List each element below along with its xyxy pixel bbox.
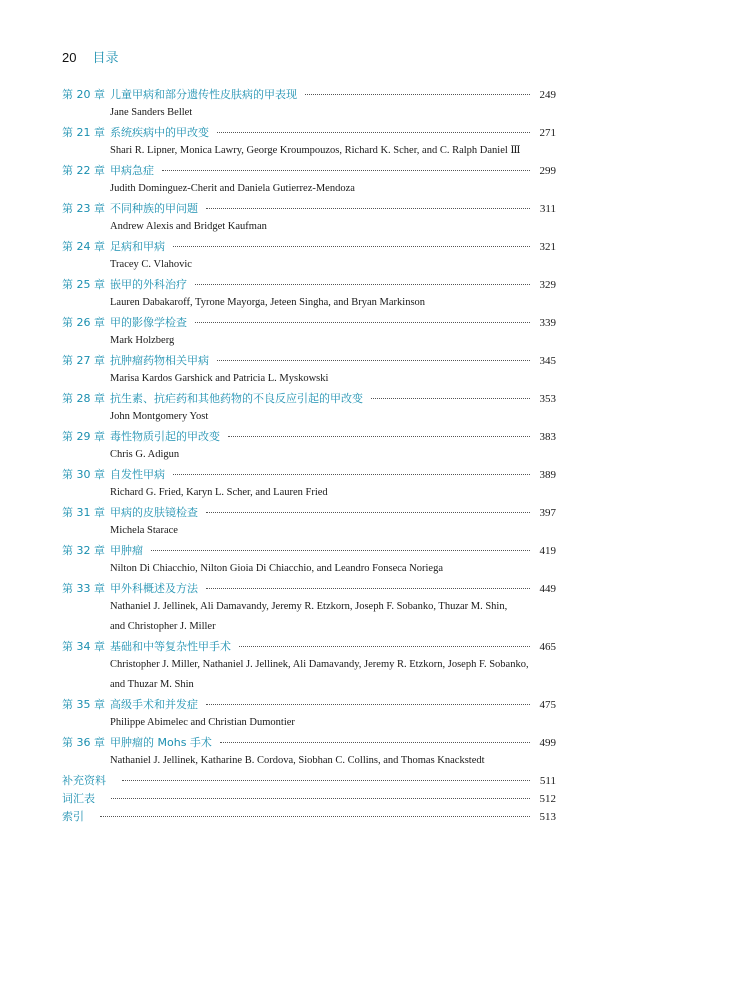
chapter-authors: Lauren Dabakaroff, Tyrone Mayorga, Jeteen Singha, and Bryan Markinson bbox=[110, 297, 426, 308]
chapter-label: 第 29 章 bbox=[62, 430, 105, 443]
table-of-contents bbox=[62, 86, 556, 826]
chapter-label: 第 21 章 bbox=[62, 126, 105, 139]
chapter-page-number: 321 bbox=[539, 241, 556, 253]
chapter-authors: Marisa Kardos Garshick and Patricia L. Myskowski bbox=[110, 373, 329, 384]
toc-chapter-row[interactable] bbox=[62, 466, 556, 484]
chapter-page-number: 271 bbox=[539, 127, 556, 139]
toc-chapter-entry[interactable] bbox=[62, 638, 556, 694]
chapter-label: 第 24 章 bbox=[62, 240, 105, 253]
chapter-page-number: 345 bbox=[539, 355, 556, 367]
chapter-label: 第 30 章 bbox=[62, 468, 105, 481]
section-title: 目录 bbox=[92, 51, 119, 66]
chapter-title[interactable]: 高级手术和并发症 bbox=[110, 698, 198, 711]
chapter-title[interactable]: 不同种族的甲问题 bbox=[110, 202, 198, 215]
toc-chapter-entry[interactable] bbox=[62, 276, 556, 312]
appendix-title[interactable]: 索引 bbox=[62, 810, 84, 823]
toc-chapter-row[interactable] bbox=[62, 86, 556, 104]
chapter-title[interactable]: 嵌甲的外科治疗 bbox=[110, 278, 187, 291]
chapter-label: 第 25 章 bbox=[62, 278, 105, 291]
dot-leader bbox=[371, 398, 530, 399]
chapter-label: 第 23 章 bbox=[62, 202, 105, 215]
chapter-page-number: 389 bbox=[539, 469, 556, 481]
chapter-authors: Jane Sanders Bellet bbox=[110, 107, 193, 118]
chapter-authors: Shari R. Lipner, Monica Lawry, George Kroumpouzos, Richard K. Scher, and C. Ralph Daniel Ⅲ bbox=[110, 145, 521, 156]
appendix-title[interactable]: 词汇表 bbox=[62, 792, 95, 805]
chapter-label: 第 27 章 bbox=[62, 354, 105, 367]
toc-chapter-row[interactable] bbox=[62, 428, 556, 446]
chapter-authors: Chris G. Adigun bbox=[110, 449, 180, 460]
toc-chapter-row[interactable] bbox=[62, 580, 556, 598]
chapter-authors: Nathaniel J. Jellinek, Ali Damavandy, Jeremy R. Etzkorn, Joseph F. Sobanko, Thuzar M. Shin, bbox=[110, 601, 508, 612]
dot-leader bbox=[305, 94, 530, 95]
dot-leader bbox=[100, 816, 530, 817]
toc-chapter-entry[interactable] bbox=[62, 314, 556, 350]
toc-chapter-entry[interactable] bbox=[62, 542, 556, 578]
toc-chapter-entry[interactable] bbox=[62, 86, 556, 122]
chapter-page-number: 329 bbox=[539, 279, 556, 291]
chapter-authors: Nathaniel J. Jellinek, Katharine B. Cordova, Siobhan C. Collins, and Thomas Knackstedt bbox=[110, 755, 485, 766]
chapter-page-number: 353 bbox=[539, 393, 556, 405]
chapter-label: 第 26 章 bbox=[62, 316, 105, 329]
toc-chapter-row[interactable] bbox=[62, 542, 556, 560]
chapter-title[interactable]: 甲病的皮肤镜检查 bbox=[110, 506, 198, 519]
chapter-page-number: 475 bbox=[539, 699, 556, 711]
toc-chapter-entry[interactable] bbox=[62, 504, 556, 540]
chapter-authors: Christopher J. Miller, Nathaniel J. Jellinek, Ali Damavandy, Jeremy R. Etzkorn, Joseph F. Sobanko, bbox=[110, 659, 529, 670]
chapter-label: 第 36 章 bbox=[62, 736, 105, 749]
chapter-page-number: 419 bbox=[539, 545, 556, 557]
chapter-label: 第 33 章 bbox=[62, 582, 105, 595]
toc-chapter-entry[interactable] bbox=[62, 696, 556, 732]
toc-chapter-row[interactable] bbox=[62, 238, 556, 256]
chapter-authors: Philippe Abimelec and Christian Dumontier bbox=[110, 717, 295, 728]
chapter-title[interactable]: 甲病急症 bbox=[110, 164, 154, 177]
dot-leader bbox=[151, 550, 530, 551]
chapter-title[interactable]: 甲的影像学检查 bbox=[110, 316, 187, 329]
toc-chapter-row[interactable] bbox=[62, 124, 556, 142]
dot-leader bbox=[195, 322, 530, 323]
toc-chapter-entry[interactable] bbox=[62, 352, 556, 388]
chapter-authors: and Thuzar M. Shin bbox=[110, 679, 194, 690]
chapter-label: 第 28 章 bbox=[62, 392, 105, 405]
chapter-page-number: 449 bbox=[539, 583, 556, 595]
toc-chapter-entry[interactable] bbox=[62, 238, 556, 274]
toc-chapter-row[interactable] bbox=[62, 276, 556, 294]
page-number: 20 bbox=[62, 50, 77, 65]
appendix-page-number: 512 bbox=[539, 793, 556, 805]
chapter-page-number: 397 bbox=[539, 507, 556, 519]
toc-chapter-row[interactable] bbox=[62, 504, 556, 522]
toc-appendix-row[interactable] bbox=[62, 772, 556, 790]
chapter-label: 第 22 章 bbox=[62, 164, 105, 177]
chapter-title[interactable]: 自发性甲病 bbox=[110, 468, 165, 481]
chapter-page-number: 339 bbox=[539, 317, 556, 329]
chapter-authors: Nilton Di Chiacchio, Nilton Gioia Di Chiacchio, and Leandro Fonseca Noriega bbox=[110, 563, 444, 574]
toc-chapter-entry[interactable] bbox=[62, 390, 556, 426]
toc-chapter-row[interactable] bbox=[62, 162, 556, 180]
dot-leader bbox=[173, 246, 530, 247]
appendix-page-number: 511 bbox=[539, 775, 556, 787]
toc-chapter-entry[interactable] bbox=[62, 124, 556, 160]
toc-chapter-row[interactable] bbox=[62, 390, 556, 408]
dot-leader bbox=[217, 360, 530, 361]
dot-leader bbox=[217, 132, 530, 133]
chapter-page-number: 299 bbox=[539, 165, 556, 177]
chapter-title[interactable]: 甲外科概述及方法 bbox=[110, 582, 198, 595]
toc-chapter-row[interactable] bbox=[62, 734, 556, 752]
chapter-title[interactable]: 抗生素、抗疟药和其他药物的不良反应引起的甲改变 bbox=[110, 392, 363, 405]
toc-chapter-row[interactable] bbox=[62, 200, 556, 218]
chapter-authors: John Montgomery Yost bbox=[110, 411, 209, 422]
toc-chapter-row[interactable] bbox=[62, 696, 556, 714]
toc-chapter-row[interactable] bbox=[62, 352, 556, 370]
chapter-authors: Andrew Alexis and Bridget Kaufman bbox=[110, 221, 267, 232]
chapter-title[interactable]: 足病和甲病 bbox=[110, 240, 165, 253]
chapter-page-number: 311 bbox=[539, 203, 556, 215]
chapter-title[interactable]: 抗肿瘤药物相关甲病 bbox=[110, 354, 209, 367]
dot-leader bbox=[122, 780, 530, 781]
toc-chapter-row[interactable] bbox=[62, 638, 556, 656]
toc-chapter-row[interactable] bbox=[62, 314, 556, 332]
dot-leader bbox=[111, 798, 530, 799]
chapter-title[interactable]: 甲肿瘤的 Mohs 手术 bbox=[110, 736, 212, 749]
appendix-page-number: 513 bbox=[539, 811, 556, 823]
chapter-label: 第 31 章 bbox=[62, 506, 105, 519]
toc-appendix-row[interactable] bbox=[62, 808, 556, 826]
toc-chapter-entry[interactable] bbox=[62, 428, 556, 464]
dot-leader bbox=[195, 284, 530, 285]
chapter-authors: and Christopher J. Miller bbox=[110, 621, 216, 632]
dot-leader bbox=[162, 170, 530, 171]
chapter-title[interactable]: 毒性物质引起的甲改变 bbox=[110, 430, 220, 443]
chapter-page-number: 499 bbox=[539, 737, 556, 749]
dot-leader bbox=[239, 646, 530, 647]
chapter-label: 第 32 章 bbox=[62, 544, 105, 557]
dot-leader bbox=[228, 436, 530, 437]
page-header bbox=[62, 47, 118, 66]
toc-chapter-entry[interactable] bbox=[62, 162, 556, 198]
toc-chapter-entry[interactable] bbox=[62, 466, 556, 502]
dot-leader bbox=[206, 704, 530, 705]
chapter-label: 第 35 章 bbox=[62, 698, 105, 711]
chapter-title[interactable]: 甲肿瘤 bbox=[110, 544, 143, 557]
chapter-page-number: 465 bbox=[539, 641, 556, 653]
dot-leader bbox=[206, 208, 530, 209]
chapter-authors: Michela Starace bbox=[110, 525, 178, 536]
chapter-page-number: 249 bbox=[539, 89, 556, 101]
toc-appendix-row[interactable] bbox=[62, 790, 556, 808]
toc-chapter-entry[interactable] bbox=[62, 200, 556, 236]
chapter-authors: Richard G. Fried, Karyn L. Scher, and Lauren Fried bbox=[110, 487, 328, 498]
chapter-title[interactable]: 儿童甲病和部分遗传性皮肤病的甲表现 bbox=[110, 88, 297, 101]
chapter-authors: Mark Holzberg bbox=[110, 335, 175, 346]
chapter-title[interactable]: 基础和中等复杂性甲手术 bbox=[110, 640, 231, 653]
dot-leader bbox=[206, 588, 530, 589]
chapter-title[interactable]: 系统疾病中的甲改变 bbox=[110, 126, 209, 139]
chapter-authors: Tracey C. Vlahovic bbox=[110, 259, 192, 270]
chapter-authors: Judith Dominguez-Cherit and Daniela Gutierrez-Mendoza bbox=[110, 183, 355, 194]
chapter-page-number: 383 bbox=[539, 431, 556, 443]
dot-leader bbox=[206, 512, 530, 513]
dot-leader bbox=[173, 474, 530, 475]
chapter-label: 第 20 章 bbox=[62, 88, 105, 101]
toc-chapter-entry[interactable] bbox=[62, 734, 556, 770]
chapter-label: 第 34 章 bbox=[62, 640, 105, 653]
toc-chapter-entry[interactable] bbox=[62, 580, 556, 636]
dot-leader bbox=[220, 742, 530, 743]
appendix-title[interactable]: 补充资料 bbox=[62, 774, 106, 787]
